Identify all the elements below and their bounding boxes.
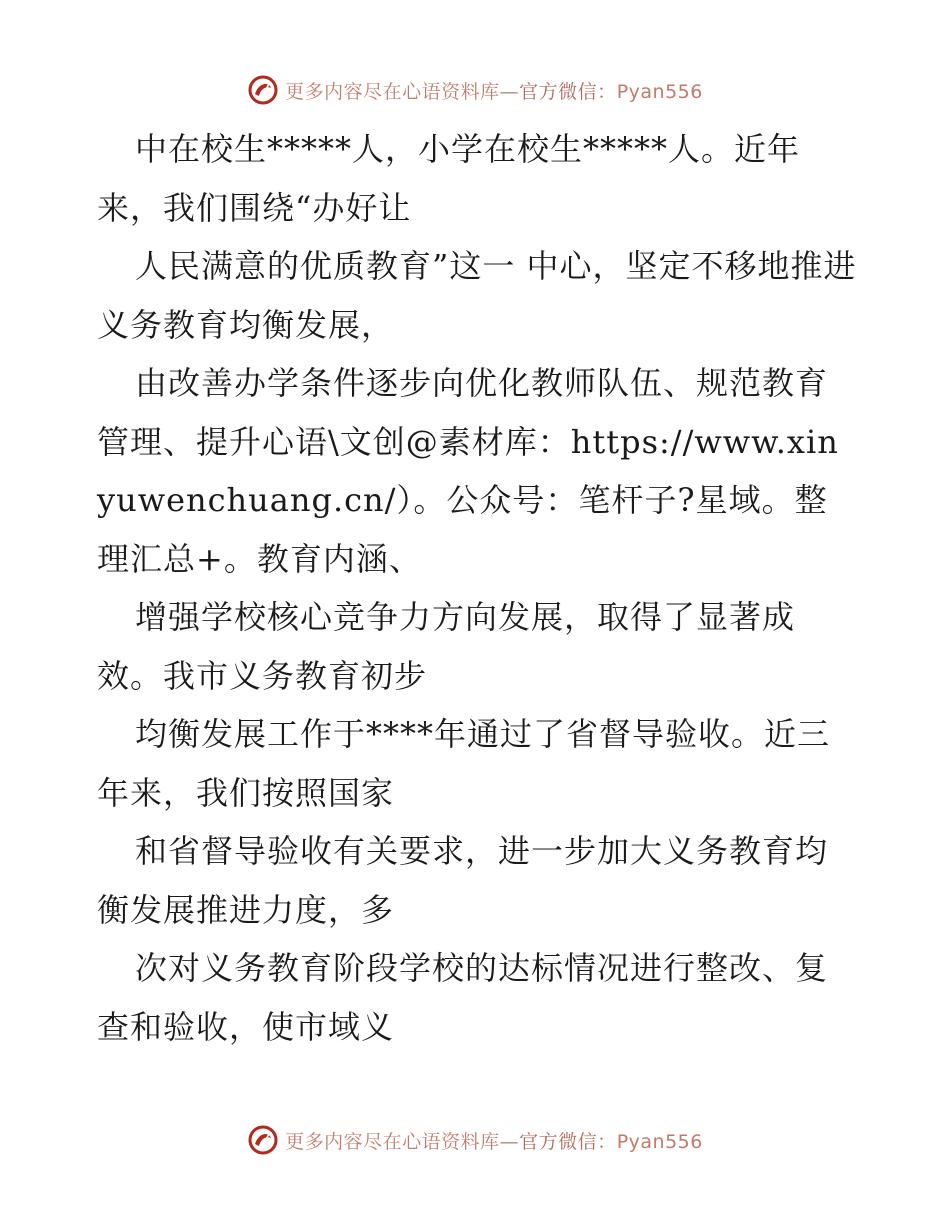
header-watermark — [0, 70, 950, 110]
watermark-wechat-label: 官方微信： — [519, 1130, 617, 1153]
watermark-wechat-id: Pyan556 — [616, 80, 703, 103]
watermark-main-text: 更多内容尽在心语资料库 — [285, 1130, 500, 1153]
red-swirl-logo-icon — [247, 74, 279, 106]
watermark-wechat-label: 官方微信： — [519, 80, 617, 103]
paragraph-1: 中在校生*****人，小学在校生*****人。近年来，我们围绕“办好让 — [97, 130, 801, 227]
paragraph-5: 均衡发展工作于****年通过了省督导验收。近三年来，我们按照国家 — [97, 715, 831, 812]
paragraph-6: 和省督导验收有关要求，进一步加大义务教育均衡发展推进力度，多 — [97, 832, 829, 929]
paragraph-7: 次对义务教育阶段学校的达标情况进行整改、复查和验收，使市域义 — [97, 949, 829, 1046]
watermark-dash: — — [499, 1130, 520, 1153]
paragraph-2: 人民满意的优质教育”这一 中心，坚定不移地推进义务教育均衡发展， — [97, 247, 857, 344]
watermark-main-text: 更多内容尽在心语资料库 — [285, 80, 500, 103]
footer-watermark — [0, 1120, 950, 1160]
watermark-wechat-id: Pyan556 — [616, 1130, 703, 1153]
document-body — [97, 120, 857, 1056]
paragraph-4: 增强学校核心竞争力方向发展，取得了显著成效。我市义务教育初步 — [97, 598, 796, 695]
watermark-dash: — — [499, 80, 520, 103]
paragraph-3: 由改善办学条件逐步向优化教师队伍、规范教育管理、提升心语\文创@素材库：https://www.xinyuwenchuang.cn/）。公众号：笔杆子?星域。整理汇总+。教育内涵、 — [97, 364, 839, 578]
red-swirl-logo-icon — [247, 1124, 279, 1156]
